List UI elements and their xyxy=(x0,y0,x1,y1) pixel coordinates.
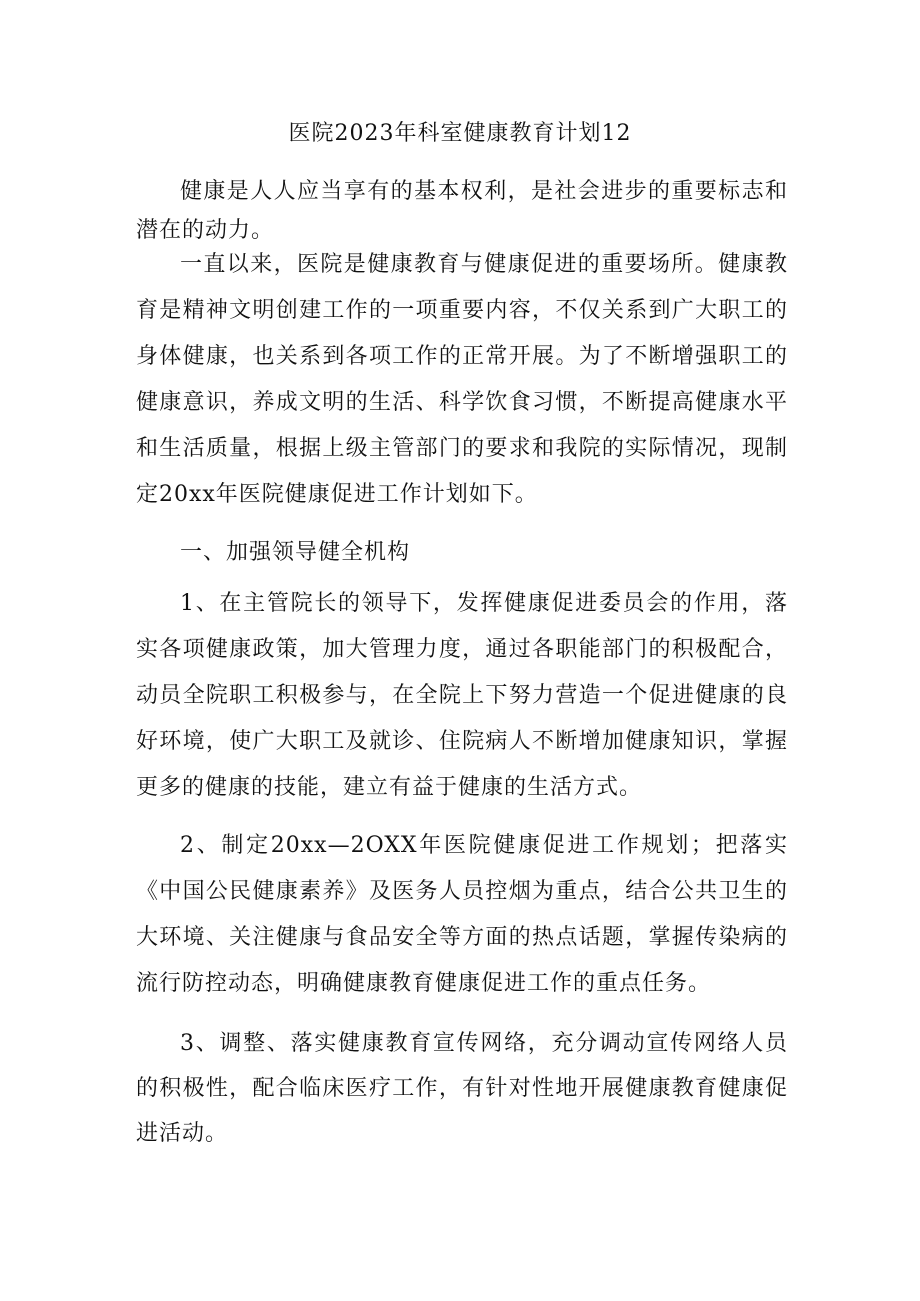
paragraph-item-1: 1、在主管院长的领导下，发挥健康促进委员会的作用，落实各项健康政策，加大管理力度，通过各职能部门的积极配合，动员全院职工积极参与，在全院上下努力营造一个促进健康的良好环境，使广大职工及就诊、住院病人不断增加健康知识，掌握更多的健康的技能，建立有益于健康的生活方式。 xyxy=(136,591,788,800)
section-heading-1: 一、加强领导健全机构 xyxy=(180,540,411,565)
paragraph-intro: 健康是人人应当享有的基本权利，是社会进步的重要标志和潜在的动力。 xyxy=(136,179,788,243)
paragraph-item-3: 3、调整、落实健康教育宣传网络，充分调动宣传网络人员的积极性，配合临床医疗工作，有针对性地开展健康教育健康促进活动。 xyxy=(136,1031,788,1146)
paragraph-background: 一直以来，医院是健康教育与健康促进的重要场所。健康教育是精神文明创建工作的一项重要内容，不仅关系到广大职工的身体健康，也关系到各项工作的正常开展。为了不断增强职工的健康意识，养成文明的生活、科学饮食习惯，不断提高健康水平和生活质量，根据上级主管部门的要求和我院的实际情况，现制定20xx年医院健康促进工作计划如下。 xyxy=(136,252,788,507)
document-title: 医院2023年科室健康教育计划12 xyxy=(288,121,632,146)
paragraph-item-2: 2、制定20xx—2OXX年医院健康促进工作规划；把落实《中国公民健康素养》及医务人员控烟为重点，结合公共卫生的大环境、关注健康与食品安全等方面的热点话题，掌握传染病的流行防控动态，明确健康教育健康促进工作的重点任务。 xyxy=(136,833,788,996)
